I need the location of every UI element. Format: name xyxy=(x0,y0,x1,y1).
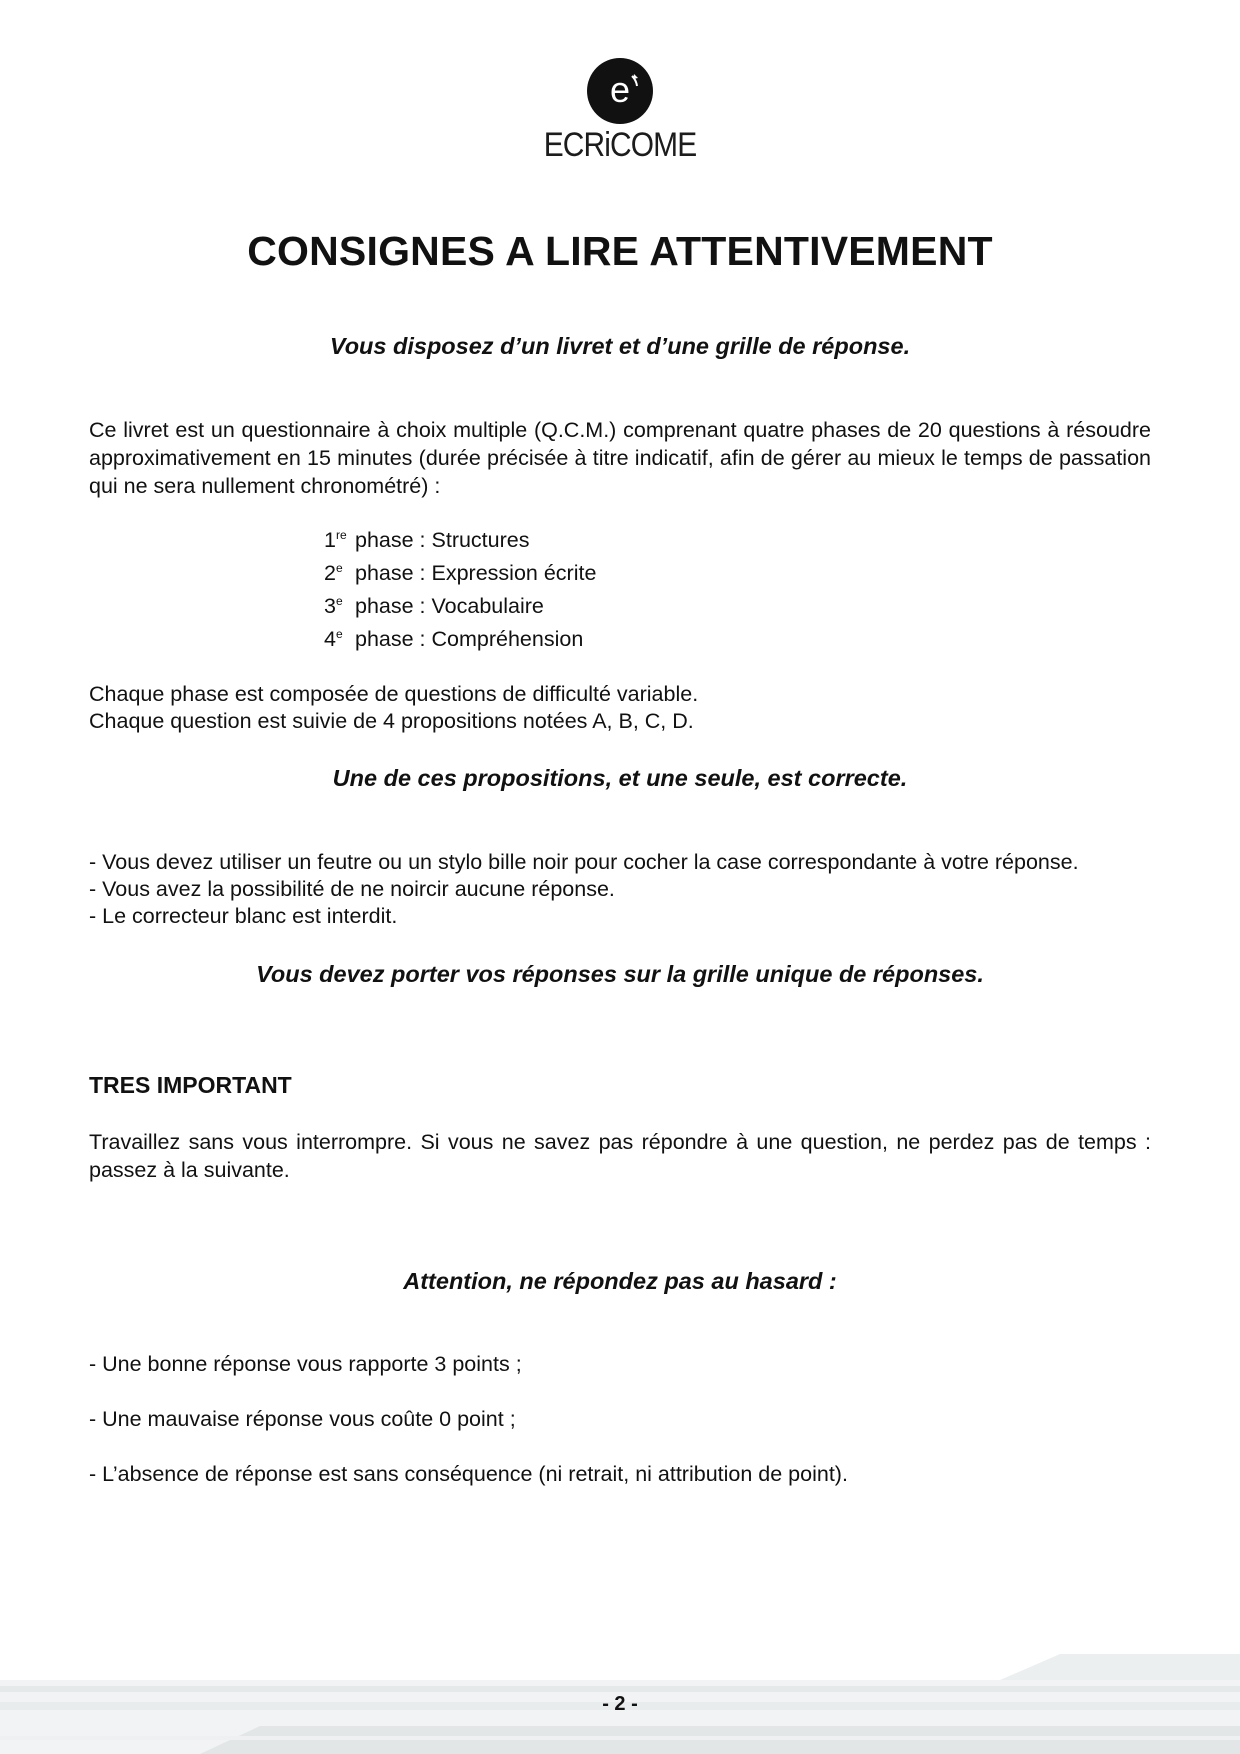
ecricome-logo xyxy=(0,58,1240,165)
phase-item: 4e phase : Compréhension xyxy=(324,627,584,651)
scoring-item: - Une mauvaise réponse vous coûte 0 point ; xyxy=(89,1407,516,1431)
phase-note: Chaque phase est composée de questions de difficulté variable. xyxy=(89,682,699,706)
rule-item: - Vous devez utiliser un feutre ou un stylo bille noir pour cocher la case correspondante à votre réponse. xyxy=(89,850,1079,874)
phase-item: 2e phase : Expression écrite xyxy=(324,561,597,585)
phase-item: 1re phase : Structures xyxy=(324,528,530,552)
attention-emphasis: Attention, ne répondez pas au hasard : xyxy=(403,1268,837,1294)
rule-item: - Le correcteur blanc est interdit. xyxy=(89,904,398,928)
scoring-item: - L’absence de réponse est sans conséquence (ni retrait, ni attribution de point). xyxy=(89,1462,848,1486)
page-title: CONSIGNES A LIRE ATTENTIVEMENT xyxy=(247,228,993,274)
grid-emphasis: Vous devez porter vos réponses sur la grille unique de réponses. xyxy=(256,961,984,987)
ecricome-logo-icon xyxy=(587,58,653,124)
phase-notes xyxy=(89,681,1189,735)
important-paragraph: Travaillez sans vous interrompre. Si vous ne savez pas répondre à une question, ne perdez pas de temps : passez à la suivante. xyxy=(89,1130,1151,1182)
page-number: - 2 - xyxy=(602,1693,638,1715)
phase-note: Chaque question est suivie de 4 propositions notées A, B, C, D. xyxy=(89,709,694,733)
logo-mark-letter: e xyxy=(609,69,631,110)
booklet-subtitle: Vous disposez d’un livret et d’une grille de réponse. xyxy=(329,333,911,359)
phase-list xyxy=(324,525,596,657)
intro-paragraph: Ce livret est un questionnaire à choix multiple (Q.C.M.) comprenant quatre phases de 20 questions à résoudre approximativement en 15 minutes (durée précisée à titre indicatif, afin de gérer au mieux le temps de passation qui ne sera nullement chronométré) : xyxy=(89,418,1151,498)
rule-item: - Vous avez la possibilité de ne noircir aucune réponse. xyxy=(89,877,615,901)
scoring-item: - Une bonne réponse vous rapporte 3 points ; xyxy=(89,1352,522,1376)
logo-wordmark: ECRiCOME xyxy=(543,126,697,164)
phase-item: 3e phase : Vocabulaire xyxy=(324,594,544,618)
rules-list xyxy=(89,849,1189,930)
one-correct-emphasis: Une de ces propositions, et une seule, est correcte. xyxy=(332,765,908,791)
important-heading: TRES IMPORTANT xyxy=(89,1072,292,1098)
